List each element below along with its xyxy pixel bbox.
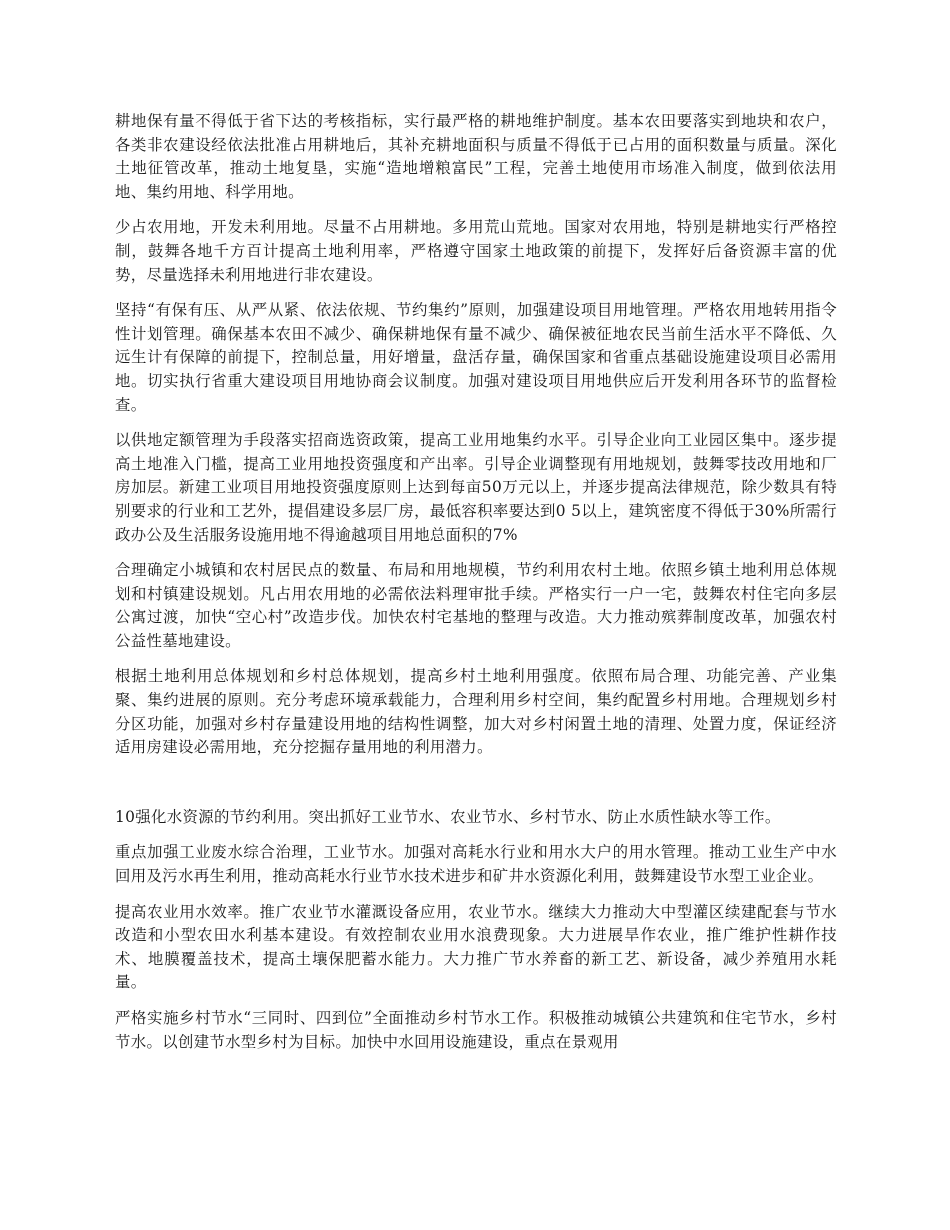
paragraph-construction-land-management: 坚持“有保有压、从严从紧、依法依规、节约集约”原则，加强建设项目用地管理。严格农用地转用指令性计划管理。确保基本农田不减少、确保耕地保有量不减少、确保被征地农民当前生活水平不降低、久远生计有保障的前提下，控制总量，用好增量，盘活存量，确保国家和省重点基础设施建设项目必需用地。切实执行省重大建设项目用地协商会议制度。加强对建设项目用地供应后开发利用各环节的监督检查。 bbox=[115, 301, 837, 414]
paragraph-unused-land: 少占农用地，开发未利用地。尽量不占用耕地。多用荒山荒地。国家对农用地，特别是耕地实行严格控制，鼓舞各地千方百计提高土地利用率，严格遵守国家土地政策的前提下，发挥好后备资源丰富的优势，尽量选择未利用地进行非农建设。 bbox=[115, 218, 837, 284]
paragraph-rural-water: 严格实施乡村节水“三同时、四到位”全面推动乡村节水工作。积极推动城镇公共建筑和住宅节水，乡村节水。以创建节水型乡村为目标。加快中水回用设施建设，重点在景观用 bbox=[115, 1009, 837, 1051]
paragraph-water-conservation-heading: 10强化水资源的节约利用。突出抓好工业节水、农业节水、乡村节水、防止水质性缺水等工作。 bbox=[115, 807, 781, 826]
paragraph-rural-settlement: 合理确定小城镇和农村居民点的数量、布局和用地规模，节约利用农村土地。依照乡镇土地利用总体规划和村镇建设规划。凡占用农用地的必需依法料理审批手续。严格实行一户一宅，鼓舞农村住宅向多层公寓过渡，加快“空心村”改造步伐。加快农村宅基地的整理与改造。大力推动殡葬制度改革，加强农村公益性墓地建设。 bbox=[115, 561, 837, 650]
paragraph-industrial-water: 重点加强工业废水综合治理，工业节水。加强对高耗水行业和用水大户的用水管理。推动工业生产中水回用及污水再生利用，推动高耗水行业节水技术进步和矿井水资源化利用，鼓舞建设节水型工业企业。 bbox=[115, 843, 837, 886]
paragraph-agricultural-water: 提高农业用水效率。推广农业节水灌溉设备应用，农业节水。继续大力推动大中型灌区续建配套与节水改造和小型农田水利基本建设。有效控制农业用水浪费现象。大力进展旱作农业，推广维护性耕作技术、地膜覆盖技术，提高土壤保肥蓄水能力。大力推广节水养畜的新工艺、新设备，减少养殖用水耗量。 bbox=[115, 902, 837, 992]
paragraph-industrial-land-quota: 以供地定额管理为手段落实招商选资政策，提高工业用地集约水平。引导企业向工业园区集中。逐步提高土地准入门槛，提高工业用地投资强度和产出率。引导企业调整现有用地规划，鼓舞零技改用地和厂房加层。新建工业项目用地投资强度原则上达到每亩50万元以上，并逐步提高法律规范，除少数具有特别要求的行业和工艺外，提倡建设多层厂房，最低容积率要达到0 5以上，建筑密度不得低于30%所需行政办公及生活服务设施用地不得逾越项目用地总面积的7% bbox=[115, 431, 837, 544]
paragraph-rural-land-intensity: 根据土地利用总体规划和乡村总体规划，提高乡村土地利用强度。依照布局合理、功能完善、产业集聚、集约进展的原则。充分考虑环境承载能力，合理利用乡村空间，集约配置乡村用地。合理规划乡村分区功能，加强对乡村存量建设用地的结构性调整，加大对乡村闲置土地的清理、处置力度，保证经济适用房建设必需用地，充分挖掘存量用地的利用潜力。 bbox=[115, 667, 837, 757]
paragraph-farmland-protection: 耕地保有量不得低于省下达的考核指标，实行最严格的耕地维护制度。基本农田要落实到地块和农户，各类非农建设经依法批准占用耕地后，其补充耕地面积与质量不得低于已占用的面积数量与质量。深化土地征管改革，推动土地复垦，实施“造地增粮富民”工程，完善土地使用市场准入制度，做到依法用地、集约用地、科学用地。 bbox=[115, 112, 837, 201]
document-page bbox=[115, 110, 837, 1066]
